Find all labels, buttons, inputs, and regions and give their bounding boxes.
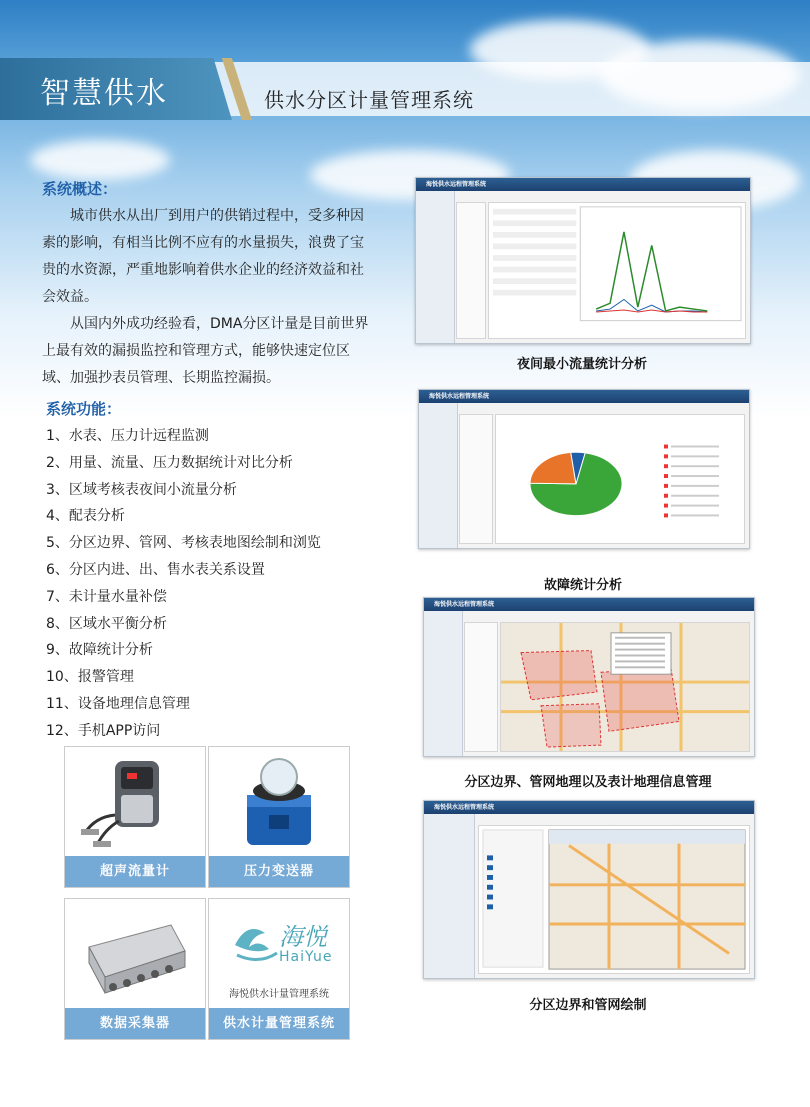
feature-item: 6、分区内进、出、售水表关系设置 [46, 562, 265, 578]
page-title: 智慧供水 [40, 76, 168, 111]
map-panel [500, 622, 750, 752]
app-title: 海悦供水远程管理系统 [429, 393, 490, 400]
feature-item: 12、手机APP访问 [46, 722, 161, 739]
ultrasonic-flowmeter-icon [75, 755, 195, 851]
screenshot-district-map [423, 597, 755, 757]
logo-caption: 海悦供水计量管理系统 [229, 989, 329, 1000]
product-card-pressure [208, 746, 350, 888]
app-title: 海悦供水远程管理系统 [426, 181, 487, 188]
product-label: 数据采集器 [65, 1008, 205, 1039]
feature-item: 2、用量、流量、压力数据统计对比分析 [46, 454, 293, 471]
device-tree [464, 622, 498, 752]
feature-item: 3、区域考核表夜间小流量分析 [46, 481, 237, 498]
product-label: 供水计量管理系统 [209, 1008, 349, 1039]
feature-item: 1、水表、压力计远程监测 [46, 428, 209, 444]
screenshot-district-drawing [423, 800, 755, 979]
caption-district-drawing: 分区边界和管网绘制 [529, 998, 647, 1013]
sidebar [419, 403, 458, 548]
caption-night-flow: 夜间最小流量统计分析 [516, 357, 647, 372]
product-label: 超声流量计 [65, 856, 205, 887]
header-banner [0, 58, 810, 120]
feature-item: 8、区域水平衡分析 [46, 615, 167, 632]
product-label: 压力变送器 [209, 856, 349, 887]
feature-item: 4、配表分析 [46, 508, 125, 525]
pie-chart [496, 415, 744, 543]
logo-chinese-text: 海悦 [279, 923, 327, 951]
feature-item: 5、分区边界、管网、考核表地图绘制和浏览 [46, 535, 321, 552]
device-tree [459, 414, 493, 544]
map-drawing-view [479, 826, 749, 973]
logo-english-text: HaiYue [279, 949, 333, 965]
feature-item: 9、故障统计分析 [46, 642, 153, 659]
sidebar [424, 611, 463, 756]
sidebar [416, 191, 455, 343]
product-card-system [208, 898, 350, 1040]
main-panel [495, 414, 745, 544]
main-panel [478, 825, 750, 974]
feature-item: 10、报警管理 [46, 669, 134, 686]
pressure-transmitter-icon [219, 755, 339, 851]
caption-fault-stats: 故障统计分析 [543, 578, 622, 593]
main-panel [488, 202, 746, 339]
screenshot-night-flow [415, 177, 751, 344]
app-title: 海悦供水远程管理系统 [434, 601, 495, 608]
cloud-decoration [30, 140, 170, 180]
overview-paragraph-1: 城市供水从出厂到用户的供销过程中，受多种因素的影响，有相当比例不应有的水量损失，浪费了宝贵的水资源，严重地影响着供水企业的经济效益和社会效益。 [42, 208, 364, 305]
page-subtitle: 供水分区计量管理系统 [264, 88, 474, 112]
line-chart [489, 203, 745, 338]
feature-item: 7、未计量水量补偿 [46, 588, 167, 605]
caption-district-map: 分区边界、管网地理以及表计地理信息管理 [464, 775, 712, 790]
overview-title: 系统概述： [42, 180, 118, 198]
product-card-collector [64, 898, 206, 1040]
feature-item: 11、设备地理信息管理 [46, 696, 190, 712]
data-collector-icon [75, 907, 195, 1003]
app-title: 海悦供水远程管理系统 [434, 804, 495, 811]
screenshot-fault-stats [418, 389, 750, 549]
device-tree [456, 202, 486, 339]
features-title: 系统功能： [46, 400, 122, 418]
sidebar [424, 814, 475, 978]
overview-paragraph-2: 从国内外成功经验看，DMA分区计量是目前世界上最有效的漏损监控和管理方式，能够快速定位区域、加强抄表员管理、长期监控漏损。 [42, 316, 369, 386]
map-view [501, 623, 749, 751]
pie-slice [530, 452, 576, 483]
product-card-flowmeter [64, 746, 206, 888]
